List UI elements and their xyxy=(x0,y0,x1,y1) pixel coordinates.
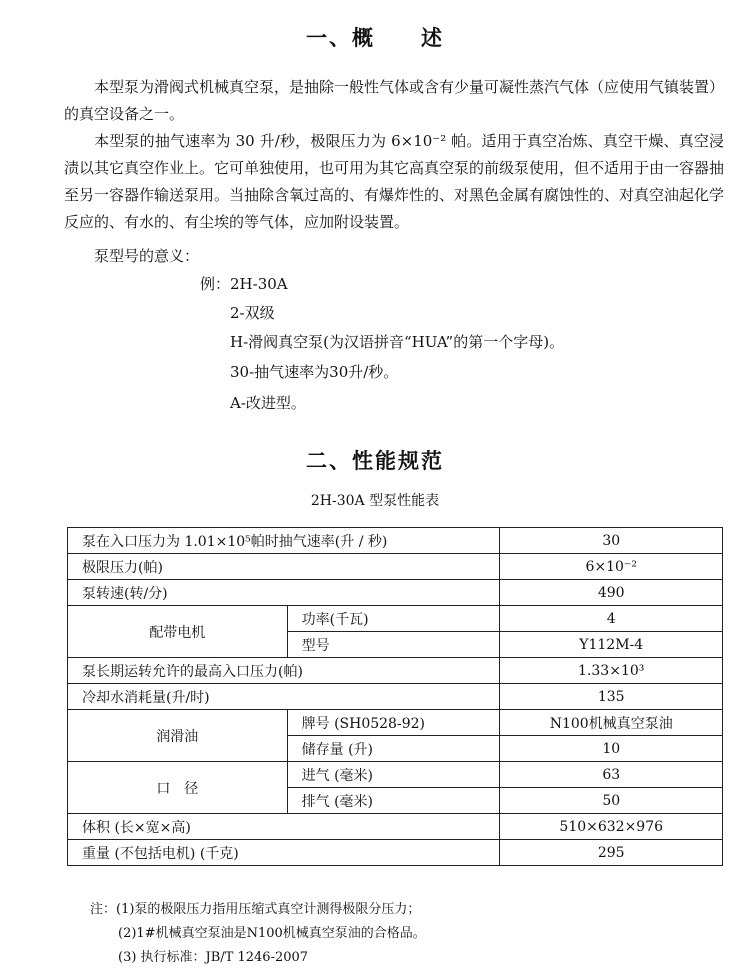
row-value: 490 xyxy=(500,580,723,606)
row-value: 295 xyxy=(500,840,723,866)
row-value: 30 xyxy=(500,528,723,554)
model-meaning-line: A-改进型。 xyxy=(230,394,306,412)
intro-paragraph xyxy=(64,74,724,128)
row-value: 6×10⁻² xyxy=(500,554,723,580)
usage-text: 本型泵的抽气速率为 30 升/秒，极限压力为 6×10⁻² 帕。适用于真空冶炼、真空干燥、真空浸渍以其它真空作业上。它可单独使用，也可用为其它高真空泵的前级泵使用，但不适用于由一容器抽至另一容器作输送泵用。当抽除含氧过高的、有爆炸性的、对黑色金属有腐蚀性的、对真空油起化学反应的、有水的、有尘埃的等气体，应加附设装置。 xyxy=(64,132,725,231)
intro-text: 本型泵为滑阀式机械真空泵，是抽除一般性气体或含有少量可凝性蒸汽气体（应使用气镇装置）的真空设备之一。 xyxy=(64,78,725,123)
row-value: 1.33×10³ xyxy=(500,658,723,684)
row-label: 体积 (长×宽×高) xyxy=(68,814,500,840)
table-row xyxy=(68,684,723,710)
group-label: 润滑油 xyxy=(68,710,288,762)
row-label: 储存量 (升) xyxy=(287,736,500,762)
usage-paragraph xyxy=(64,128,724,236)
row-label: 功率(千瓦) xyxy=(287,606,500,632)
performance-table xyxy=(67,527,723,866)
row-value: 135 xyxy=(500,684,723,710)
table-notes xyxy=(90,898,426,970)
row-value: N100机械真空泵油 xyxy=(500,710,723,736)
section-1-title: 一、概 述 xyxy=(306,26,444,50)
row-value: 4 xyxy=(500,606,723,632)
table-row xyxy=(68,814,723,840)
table-row xyxy=(68,840,723,866)
table-row xyxy=(68,580,723,606)
table-caption: 2H-30A 型泵性能表 xyxy=(310,493,440,509)
note-line: (2)1#机械真空泵油是N100机械真空泵油的合格品。 xyxy=(118,926,426,941)
row-value: 510×632×976 xyxy=(500,814,723,840)
row-value: 63 xyxy=(500,762,723,788)
row-label: 排气 (毫米) xyxy=(287,788,500,814)
model-meaning-label: 泵型号的意义： xyxy=(94,247,200,265)
model-example: 例：2H-30A xyxy=(200,275,288,293)
row-label: 型号 xyxy=(287,632,500,658)
model-meaning-line: 30-抽气速率为30升/秒。 xyxy=(230,363,399,381)
table-row xyxy=(68,710,723,736)
row-label: 重量 (不包括电机) (千克) xyxy=(68,840,500,866)
group-label: 口 径 xyxy=(68,762,288,814)
row-label: 泵在入口压力为 1.01×10⁵帕时抽气速率(升 / 秒) xyxy=(68,528,500,554)
row-label: 牌号 (SH0528-92) xyxy=(287,710,500,736)
table-row xyxy=(68,528,723,554)
row-label: 进气 (毫米) xyxy=(287,762,500,788)
row-label: 泵转速(转/分) xyxy=(68,580,500,606)
note-line: (3) 执行标准：JB/T 1246-2007 xyxy=(118,950,309,965)
row-value: Y112M-4 xyxy=(500,632,723,658)
table-row xyxy=(68,762,723,788)
note-line: 注：(1)泵的极限压力指用压缩式真空计测得极限分压力； xyxy=(90,902,421,917)
model-meaning-line: 2-双级 xyxy=(230,304,275,322)
row-value: 50 xyxy=(500,788,723,814)
group-label: 配带电机 xyxy=(68,606,288,658)
row-label: 泵长期运转允许的最高入口压力(帕) xyxy=(68,658,500,684)
row-label: 冷却水消耗量(升/时) xyxy=(68,684,500,710)
model-meaning-line: H-滑阀真空泵(为汉语拼音“HUA”的第一个字母)。 xyxy=(230,333,565,351)
table-row xyxy=(68,554,723,580)
row-value: 10 xyxy=(500,736,723,762)
row-label: 极限压力(帕) xyxy=(68,554,500,580)
table-row xyxy=(68,606,723,632)
table-row xyxy=(68,658,723,684)
section-2-title: 二、性能规范 xyxy=(306,449,444,473)
